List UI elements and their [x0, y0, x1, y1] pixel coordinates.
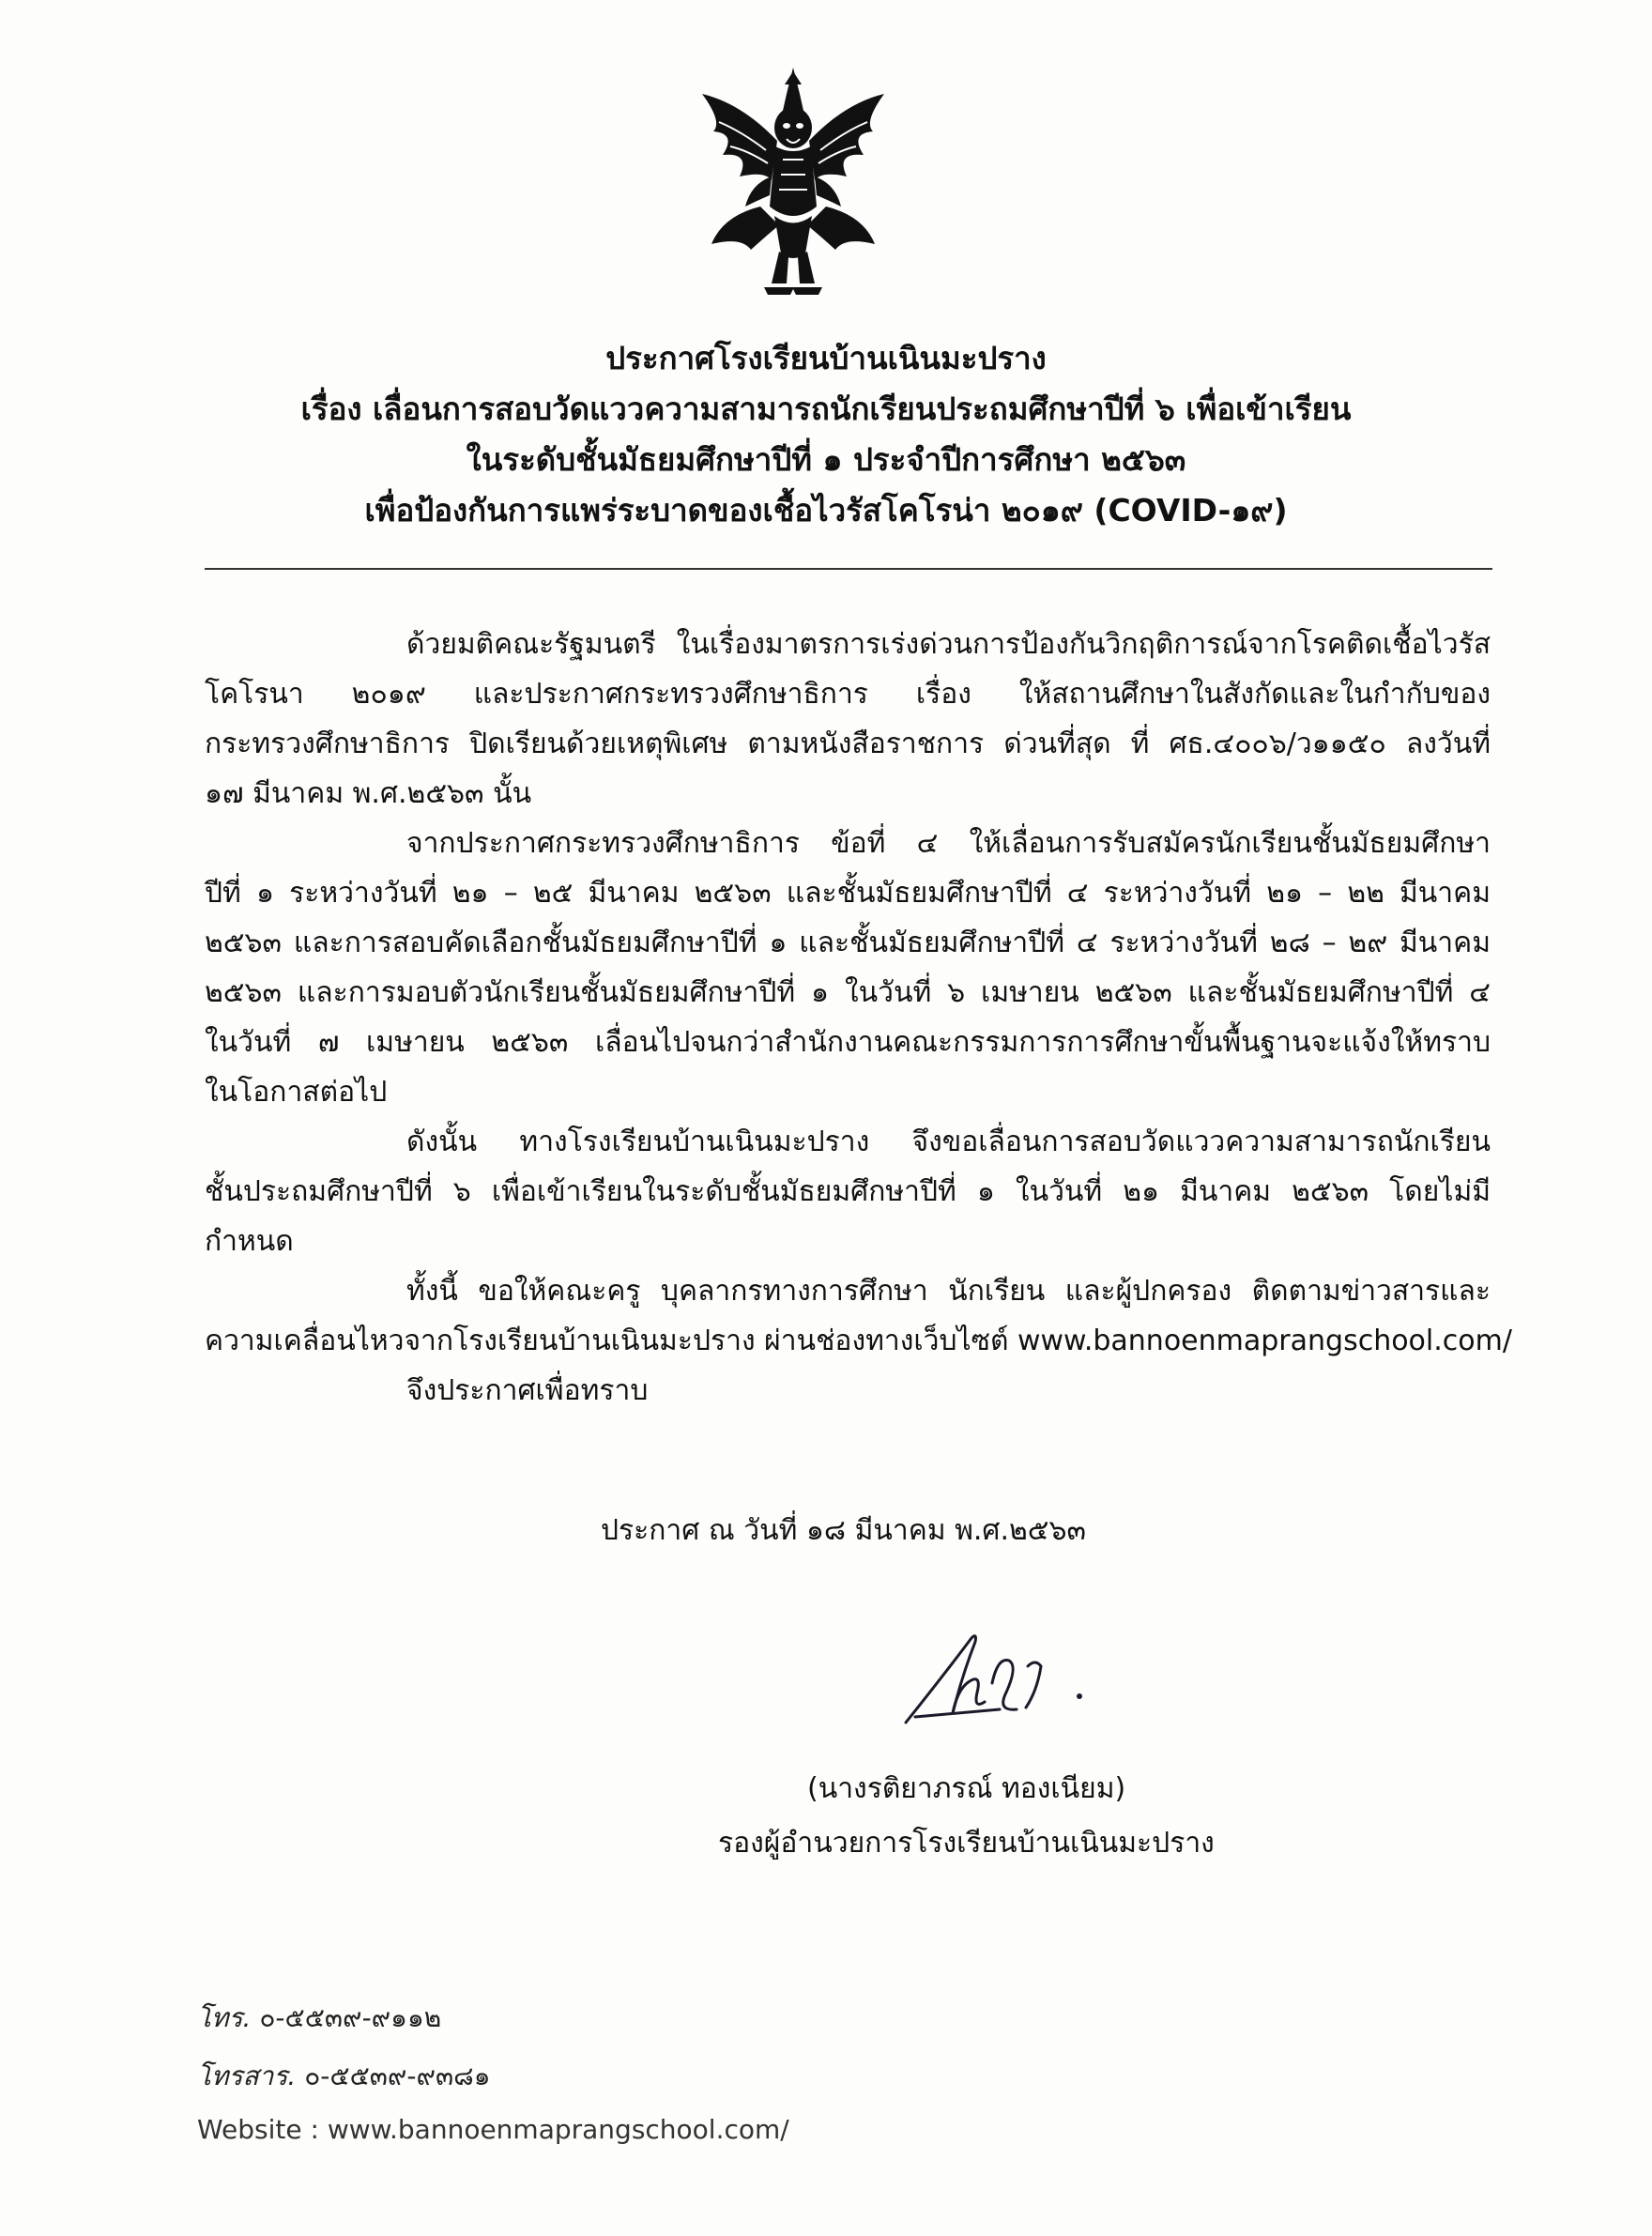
paragraph-cabinet-resolution — [205, 620, 1491, 819]
body-line: ความเคลื่อนไหวจากโรงเรียนบ้านเนินมะปราง ผ่านช่องทางเว็บไซต์ www.bannoenmaprangschool.com/ — [205, 1325, 1512, 1357]
signatory-name: (นางรติยาภรณ์ ทองเนียม) — [807, 1772, 1126, 1805]
contact-phone — [197, 1998, 441, 2039]
contact-website — [197, 2114, 789, 2145]
body-line: กำหนด — [205, 1225, 294, 1258]
paragraph-closing — [205, 1366, 1491, 1416]
paragraph-postponement — [205, 1117, 1491, 1266]
paragraph-ministry-announcement — [205, 819, 1491, 1117]
title-line-heading: ประกาศโรงเรียนบ้านเนินมะปราง — [605, 340, 1047, 376]
website-label: Website : — [197, 2114, 319, 2145]
body-line: จากประกาศกระทรวงศึกษาธิการ ข้อที่ ๔ ให้เลื่อนการรับสมัครนักเรียนชั้นมัธยมศึกษา — [406, 827, 1491, 860]
body-line: ด้วยมติคณะรัฐมนตรี ในเรื่องมาตรการเร่งด่วนการป้องกันวิกฤติการณ์จากโรคติดเชื้อไวรัส — [406, 628, 1491, 661]
body-line: ปีที่ ๑ ระหว่างวันที่ ๒๑ – ๒๕ มีนาคม ๒๕๖๓ และชั้นมัธยมศึกษาปีที่ ๔ ระหว่างวันที่ ๒๑ – ๒๒ มีนาคม — [205, 877, 1491, 910]
phone-label: โทร. — [197, 2002, 252, 2033]
announcement-date: ประกาศ ณ วันที่ ๑๘ มีนาคม พ.ศ.๒๕๖๓ — [601, 1514, 1087, 1547]
signatory-position: รองผู้อำนวยการโรงเรียนบ้านเนินมะปราง — [718, 1827, 1215, 1860]
body-line: ในวันที่ ๗ เมษายน ๒๕๖๓ เลื่อนไปจนกว่าสำนักงานคณะกรรมการการศึกษาขั้นพื้นฐานจะแจ้งให้ทราบ — [205, 1026, 1491, 1059]
body-line: ๒๕๖๓ และการมอบตัวนักเรียนชั้นมัธยมศึกษาปีที่ ๑ ในวันที่ ๖ เมษายน ๒๕๖๓ และชั้นมัธยมศึกษาปีที่ ๔ — [205, 976, 1491, 1009]
body-line: ชั้นประถมศึกษาปีที่ ๖ เพื่อเข้าเรียนในระดับชั้นมัธยมศึกษาปีที่ ๑ ในวันที่ ๒๑ มีนาคม ๒๕๖๓ โดยไม่มี — [205, 1175, 1491, 1208]
contact-fax — [197, 2056, 491, 2097]
website-link[interactable]: www.bannoenmaprangschool.com/ — [327, 2114, 789, 2145]
garuda-emblem-icon — [685, 66, 901, 300]
title-line-subject: เรื่อง เลื่อนการสอบวัดแววความสามารถนักเรียนประถมศึกษาปีที่ ๖ เพื่อเข้าเรียน — [300, 391, 1352, 427]
announcement-title — [188, 333, 1464, 536]
paragraph-follow-news — [205, 1266, 1512, 1366]
fax-value: ๐-๕๕๓๙-๙๓๘๑ — [304, 2060, 491, 2091]
handwritten-signature-icon — [887, 1619, 1122, 1741]
title-line-level: ในระดับชั้นมัธยมศึกษาปีที่ ๑ ประจำปีการศึกษา ๒๕๖๓ — [466, 441, 1186, 478]
phone-value: ๐-๕๕๓๙-๙๑๑๒ — [259, 2002, 442, 2033]
announcement-body — [205, 620, 1512, 1416]
fax-label: โทรสาร. — [197, 2060, 297, 2091]
body-line: ในโอกาสต่อไป — [205, 1076, 388, 1109]
body-line: ทั้งนี้ ขอให้คณะครู บุคลากรทางการศึกษา นักเรียน และผู้ปกครอง ติดตามข่าวสารและ — [406, 1275, 1491, 1308]
body-line: โคโรนา ๒๐๑๙ และประกาศกระทรวงศึกษาธิการ เรื่อง ให้สถานศึกษาในสังกัดและในกำกับของ — [205, 678, 1491, 711]
body-line: ๑๗ มีนาคม พ.ศ.๒๕๖๓ นั้น — [205, 777, 532, 810]
title-divider — [205, 568, 1492, 570]
title-line-reason: เพื่อป้องกันการแพร่ระบาดของเชื้อไวรัสโคโรน่า ๒๐๑๙ (COVID-๑๙) — [364, 492, 1288, 528]
body-line: ๒๕๖๓ และการสอบคัดเลือกชั้นมัธยมศึกษาปีที่ ๑ และชั้นมัธยมศึกษาปีที่ ๔ ระหว่างวันที่ ๒๘ – ๒๙ มีนาคม — [205, 927, 1491, 959]
body-line: กระทรวงศึกษาธิการ ปิดเรียนด้วยเหตุพิเศษ ตามหนังสือราชการ ด่วนที่สุด ที่ ศธ.๔๐๐๖/ว๑๑๕๐ ลงวันที่ — [205, 727, 1491, 760]
body-line: ดังนั้น ทางโรงเรียนบ้านเนินมะปราง จึงขอเลื่อนการสอบวัดแววความสามารถนักเรียน — [406, 1126, 1491, 1158]
body-line: จึงประกาศเพื่อทราบ — [406, 1374, 649, 1407]
